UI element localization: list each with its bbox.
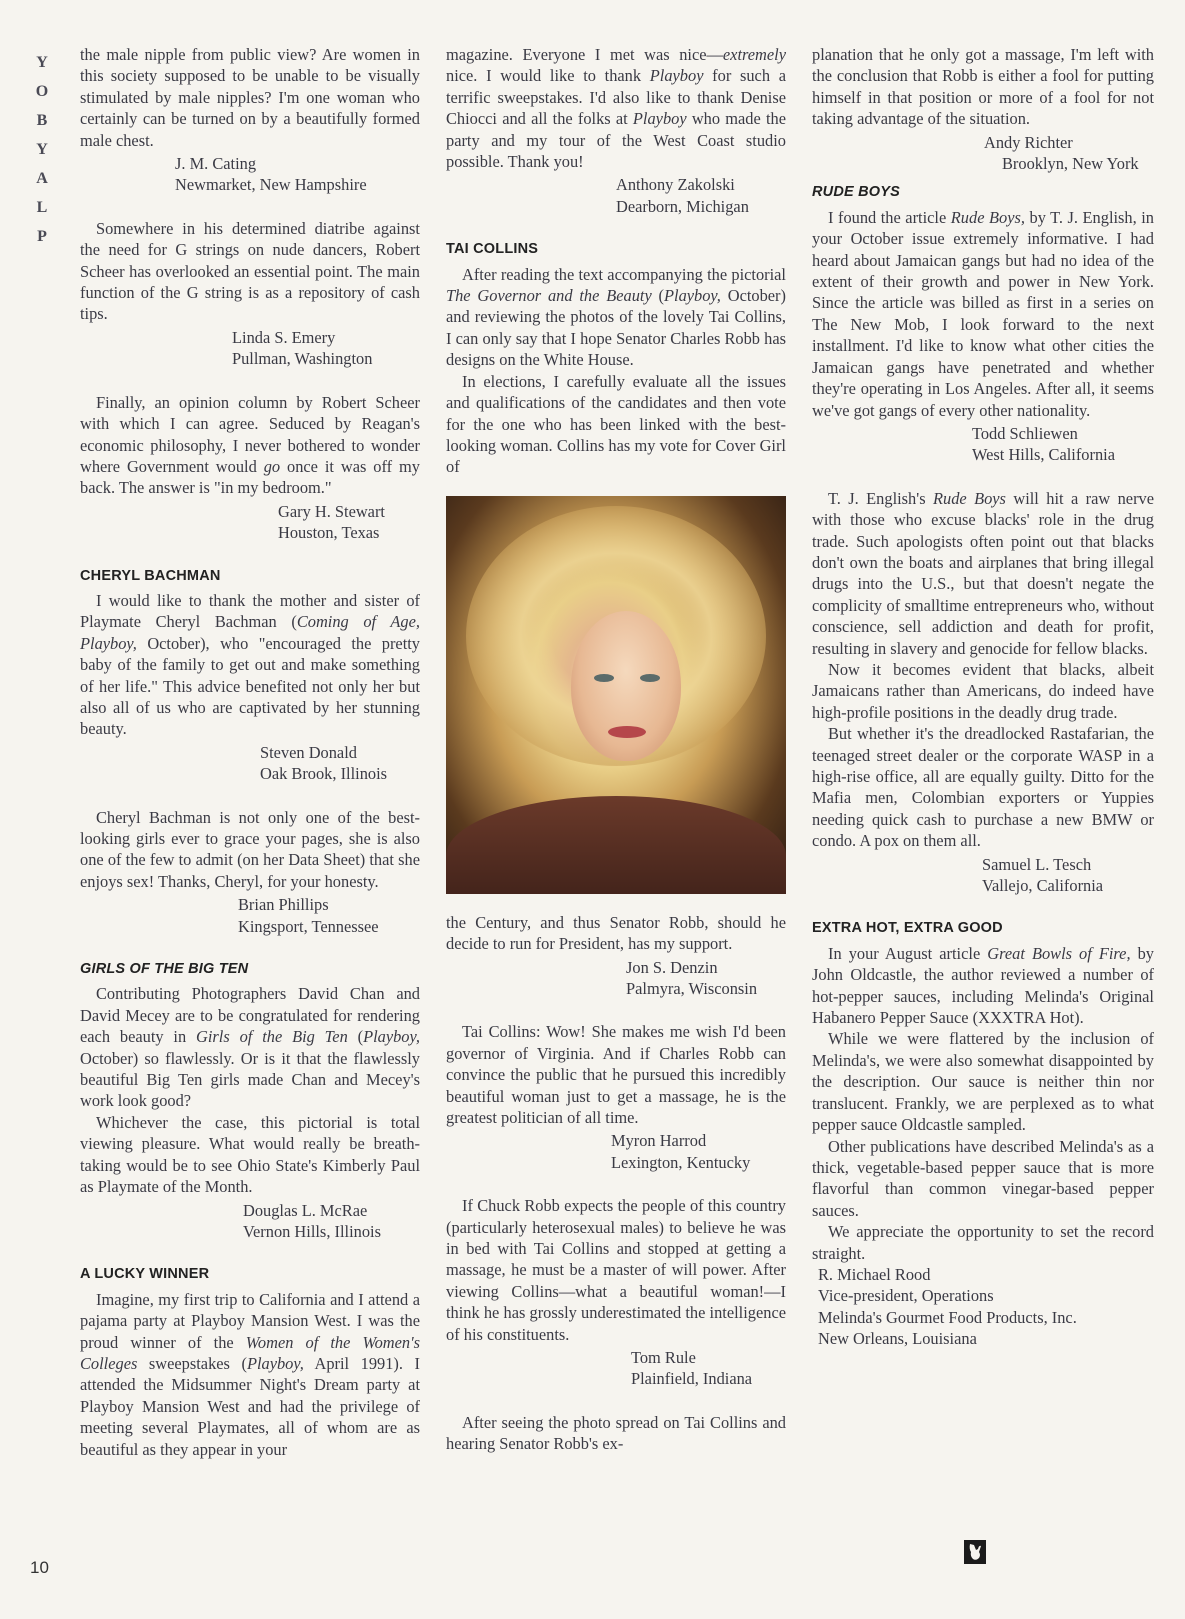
sidebar-letter: Y — [36, 54, 48, 71]
letter-text: In elections, I carefully evaluate all the issues and qualifications of the candidates and then vote for the one who has been linked with the best-looking woman. Collins has my vote for Cover Girl of — [446, 371, 786, 477]
letter-text: Imagine, my first trip to California and I attend a pajama party at Playboy Mansion West. I was the proud winner of the Women of the Women's Colleges sweepstakes (Playboy, April 1991). I attended the Midsummer Night's Dream party at Playboy Mansion West and had the privilege of meeting several Playmates, all of whom are as beautiful as they appear in your — [80, 1289, 420, 1459]
signature-name: Anthony Zakolski — [616, 175, 735, 195]
letter-text: Whichever the case, this pictorial is total viewing pleasure. What would really be breath-taking would be to see Ohio State's Kimberly Paul as Playmate of the Month. — [80, 1112, 420, 1197]
signature-name: J. M. Cating — [175, 154, 257, 174]
letter-signature — [80, 501, 420, 544]
signature-name: Jon S. Denzin — [626, 957, 718, 977]
signature-name: Todd Schliewen — [972, 423, 1078, 443]
magazine-sidebar-label — [30, 48, 54, 251]
letter-text: But whether it's the dreadlocked Rastafarian, the teenaged street dealer or the corporate WASP in a high-rise office, all are equally guilty. Ditto for the Mafia men, Colombian exporters or Yuppies needing quick cash to purchase a new BMW or condo. A pox on them all. — [812, 724, 1154, 851]
page-number: 10 — [30, 1558, 49, 1577]
sidebar-letter: A — [36, 170, 48, 187]
signature-name: Steven Donald — [260, 742, 357, 762]
letter-signature — [446, 174, 786, 217]
signature-location: Houston, Texas — [278, 523, 380, 543]
signature-location: Kingsport, Tennessee — [238, 916, 379, 936]
signature-name: Tom Rule — [631, 1348, 696, 1368]
section-heading: GIRLS OF THE BIG TEN — [80, 961, 249, 978]
letter-text: While we were flattered by the inclusion of Melinda's, we were also somewhat disappointed by the description. Our sauce is neither thin nor translucent. Frankly, we are perplexed as to what pepper sauce Oldcastle sampled. — [812, 1029, 1154, 1135]
letter-text: I would like to thank the mother and sister of Playmate Cheryl Bachman (Coming of Age, Playboy, October), who "encouraged the pretty baby of the family to get out and make something of her life." This advice benefited not only her but also all of us who are captivated by her stunning beauty. — [80, 590, 420, 739]
signature-location: West Hills, California — [972, 445, 1115, 465]
letter-text: Contributing Photographers David Chan and David Mecey are to be congratulated for rendering each beauty in Girls of the Big Ten (Playboy, October) so flawlessly. Or is it that the flawlessly beautiful Big Ten girls made Chan and Mecey's work look good? — [80, 984, 420, 1111]
rabbit-head-logo-icon — [964, 1540, 986, 1564]
letter-text: If Chuck Robb expects the people of this country (particularly heterosexual males) to believe he was in bed with Tai Collins and stopped at getting a massage, he must be a master of will power. After viewing Collins—what a beautiful woman!—I think he has grossly underestimated the intelligence of his constituents. — [446, 1196, 786, 1344]
section-heading: TAI COLLINS — [446, 241, 539, 258]
sidebar-letter: L — [36, 199, 48, 216]
column-1 — [80, 44, 420, 1460]
signature-location: Plainfield, Indiana — [631, 1369, 753, 1389]
letter-signature — [446, 957, 786, 1000]
signature-company: Melinda's Gourmet Food Products, Inc. — [818, 1307, 1077, 1327]
letter-text: the male nipple from public view? Are women in this society supposed to be unable to be visually stimulated by male nipples? I'm one woman who certainly can be turned on by a beautifully formed male chest. — [80, 45, 420, 150]
letter-signature — [446, 1130, 786, 1173]
section-heading: A LUCKY WINNER — [80, 1266, 210, 1283]
letter-signature — [80, 327, 420, 370]
letter-text: I found the article Rude Boys, by T. J. English, in your October issue extremely informative. I had heard about Jamaican gangs but had no idea of the extent of their growth and power in New York. Since the article was billed as first in a series on The New Mob, I look forward to the next installment. I'd like to know what other cities the Jamaican gangs have penetrated and whether they're operating in Los Angeles. After all, it seems we've got gangs of every other nationality. — [812, 207, 1155, 420]
letter-text: Tai Collins: Wow! She makes me wish I'd been governor of Virginia. And if Charles Robb can convince the public that he pursued this incredibly beautiful woman just to get a massage, he is the greatest politician of all time. — [446, 1022, 786, 1127]
sidebar-letter: P — [37, 228, 47, 245]
section-heading: EXTRA HOT, EXTRA GOOD — [812, 920, 1003, 937]
signature-location: Pullman, Washington — [232, 349, 373, 369]
signature-name: Samuel L. Tesch — [982, 854, 1092, 874]
signature-name: Gary H. Stewart — [278, 501, 385, 521]
letter-text: Cheryl Bachman is not only one of the best-looking girls ever to grace your pages, she is also one of the few to admit (on her Data Sheet) that she enjoys sex! Thanks, Cheryl, for your honesty. — [80, 807, 420, 891]
signature-location: Palmyra, Wisconsin — [626, 978, 758, 998]
letter-text: Somewhere in his determined diatribe against the need for G strings on nude dancers, Robert Scheer has overlooked an essential point. The main function of the G string is as a repository of cash tips. — [80, 218, 420, 324]
letter-signature — [80, 153, 420, 196]
letter-text: In your August article Great Bowls of Fire, by John Oldcastle, the author reviewed a number of hot-pepper sauces, including Melinda's Original Habanero Pepper Sauce (XXXTRA Hot). — [812, 943, 1154, 1028]
letter-text: T. J. English's Rude Boys will hit a raw nerve with those who excuse blacks' role in the drug trade. Such apologists often point out that blacks don't own the boats and airplanes that bring illegal drugs into the U.S., but that doesn't negate the complicity of smalltime entrepreneurs who, without conscience, sell addiction and death for profit, resulting in slavery and genocide for fellow blacks. — [812, 488, 1155, 658]
sidebar-letter: B — [36, 112, 48, 129]
signature-name: Myron Harrod — [611, 1131, 707, 1151]
portrait-photo — [446, 496, 786, 894]
letter-signature — [80, 1200, 420, 1243]
signature-location: Brooklyn, New York — [1002, 154, 1139, 174]
letter-text: After reading the text accompanying the pictorial The Governor and the Beauty (Playboy, October) and reviewing the photos of the lovely Tai Collins, I can only say that I hope Senator Charles Robb has designs on the White House. — [446, 264, 786, 370]
letter-signature — [812, 1264, 1154, 1350]
signature-location: Lexington, Kentucky — [611, 1152, 751, 1172]
column-2 — [446, 44, 786, 1455]
section-heading: CHERYL BACHMAN — [80, 567, 221, 584]
signature-name: R. Michael Rood — [818, 1264, 931, 1284]
letter-text: We appreciate the opportunity to set the record straight. — [812, 1222, 1154, 1263]
signature-location: Vernon Hills, Illinois — [243, 1221, 381, 1241]
letter-signature — [812, 854, 1154, 897]
letter-signature — [80, 742, 420, 785]
letter-signature — [812, 132, 1154, 175]
signature-name: Douglas L. McRae — [243, 1200, 368, 1220]
letter-text: the Century, and thus Senator Robb, should he decide to run for President, has my support. — [446, 912, 786, 954]
signature-location: Oak Brook, Illinois — [260, 764, 388, 784]
sidebar-letter: Y — [36, 141, 48, 158]
letter-signature — [80, 894, 420, 937]
sidebar-letter: O — [35, 83, 49, 100]
letter-text: planation that he only got a massage, I'm left with the conclusion that Robb is either a fool for putting himself in that position or more of a fool for not taking advantage of the situation. — [812, 45, 1154, 129]
letter-signature — [812, 423, 1154, 466]
signature-location: Dearborn, Michigan — [616, 196, 749, 216]
letter-text: Other publications have described Melinda's as a thick, vegetable-based pepper sauce that is more flavorful than common vinegar-based pepper sauces. — [812, 1136, 1154, 1220]
column-3 — [812, 44, 1154, 1350]
letter-text: After seeing the photo spread on Tai Collins and hearing Senator Robb's ex- — [446, 1412, 786, 1454]
signature-name: Andy Richter — [984, 132, 1073, 152]
signature-title: Vice-president, Operations — [818, 1286, 994, 1306]
letter-text: Finally, an opinion column by Robert Scheer with which I can agree. Seduced by Reagan's economic philosophy, I never bothered to wonder where Government would go once it was off my back. The answer is "in my bedroom." — [80, 392, 420, 498]
signature-location: New Orleans, Louisiana — [818, 1329, 977, 1349]
signature-name: Linda S. Emery — [232, 327, 336, 347]
letter-signature — [446, 1347, 786, 1390]
signature-name: Brian Phillips — [238, 895, 329, 915]
letter-text: magazine. Everyone I met was nice—extremely nice. I would like to thank Playboy for such a terrific sweepstakes. I'd also like to thank Denise Chiocci and all the folks at Playboy who made the party and my tour of the West Coast studio possible. Thank you! — [446, 45, 786, 172]
letter-text: Now it becomes evident that blacks, albeit Jamaicans rather than Americans, do indeed have high-profile positions in the deadly drug trade. — [812, 659, 1154, 722]
signature-location: Newmarket, New Hampshire — [175, 175, 367, 195]
signature-location: Vallejo, California — [982, 876, 1104, 896]
section-heading: RUDE BOYS — [812, 184, 901, 201]
